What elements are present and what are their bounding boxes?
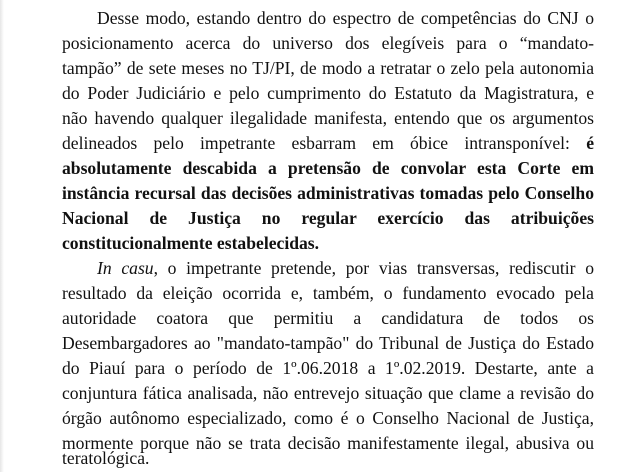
paragraph-2-line-8: mormente porque não se trata decisão manifestamente ilegal, abusiva ou xyxy=(62,433,594,453)
paragraph-2-line-6: conjuntura fática analisada, não entrevejo situação que clame a revisão do xyxy=(62,383,594,403)
paragraph-1-line-4: do Poder Judiciário e pelo cumprimento do Estatuto da Magistratura, e xyxy=(62,83,594,103)
paragraph-1-line-3: tampão” de sete meses no TJ/PI, de modo a retratar o zelo pela autonomia xyxy=(62,58,594,78)
paragraph-1-line-6-bold: é xyxy=(586,133,594,153)
paragraph-2-line-9: teratológica. xyxy=(62,448,150,468)
paragraph-1-line-2: posicionamento acerca do universo dos elegíveis para o “mandato- xyxy=(62,33,594,53)
paragraph-1-line-8: instância recursal das decisões administrativas tomadas pelo Conselho xyxy=(62,183,594,203)
paragraph-2-line-7: órgão autônomo especializado, como é o Conselho Nacional de Justiça, xyxy=(62,408,594,428)
paragraph-1-line-9: Nacional de Justiça no regular exercício das atribuições xyxy=(62,208,594,228)
in-casu-italic: In casu xyxy=(97,258,154,278)
paragraph-2-line-3: autoridade coatora que permitiu a candidatura de todos os xyxy=(62,308,594,328)
paragraph-2-line-2: resultado da eleição ocorrida e, também, o fundamento evocado pela xyxy=(62,283,594,303)
paragraph-1-line-7: absolutamente descabida a pretensão de convolar esta Corte em xyxy=(62,158,594,178)
paragraph-2-line-5: do Piauí para o período de 1º.06.2018 a 1º.02.2019. Destarte, ante a xyxy=(62,358,594,378)
page-edge-shadow xyxy=(0,0,4,472)
paragraph-2-line-1-text: , o impetrante pretende, por vias transversas, rediscutir o xyxy=(153,258,595,278)
paragraph-1-line-6-text: delineados pelo impetrante esbarram em óbice intransponível: xyxy=(62,133,570,153)
paragraph-1-line-6 xyxy=(62,131,594,155)
paragraph-2-line-1 xyxy=(97,256,594,280)
paragraph-1-line-1: Desse modo, estando dentro do espectro de competências do CNJ o xyxy=(97,8,594,28)
paragraph-1-line-10: constitucionalmente estabelecidas. xyxy=(62,233,320,253)
paragraph-2-line-4: Desembargadores ao "mandato-tampão" do Tribunal de Justiça do Estado xyxy=(62,333,594,353)
paragraph-1-line-5: não havendo qualquer ilegalidade manifesta, entendo que os argumentos xyxy=(62,108,594,128)
